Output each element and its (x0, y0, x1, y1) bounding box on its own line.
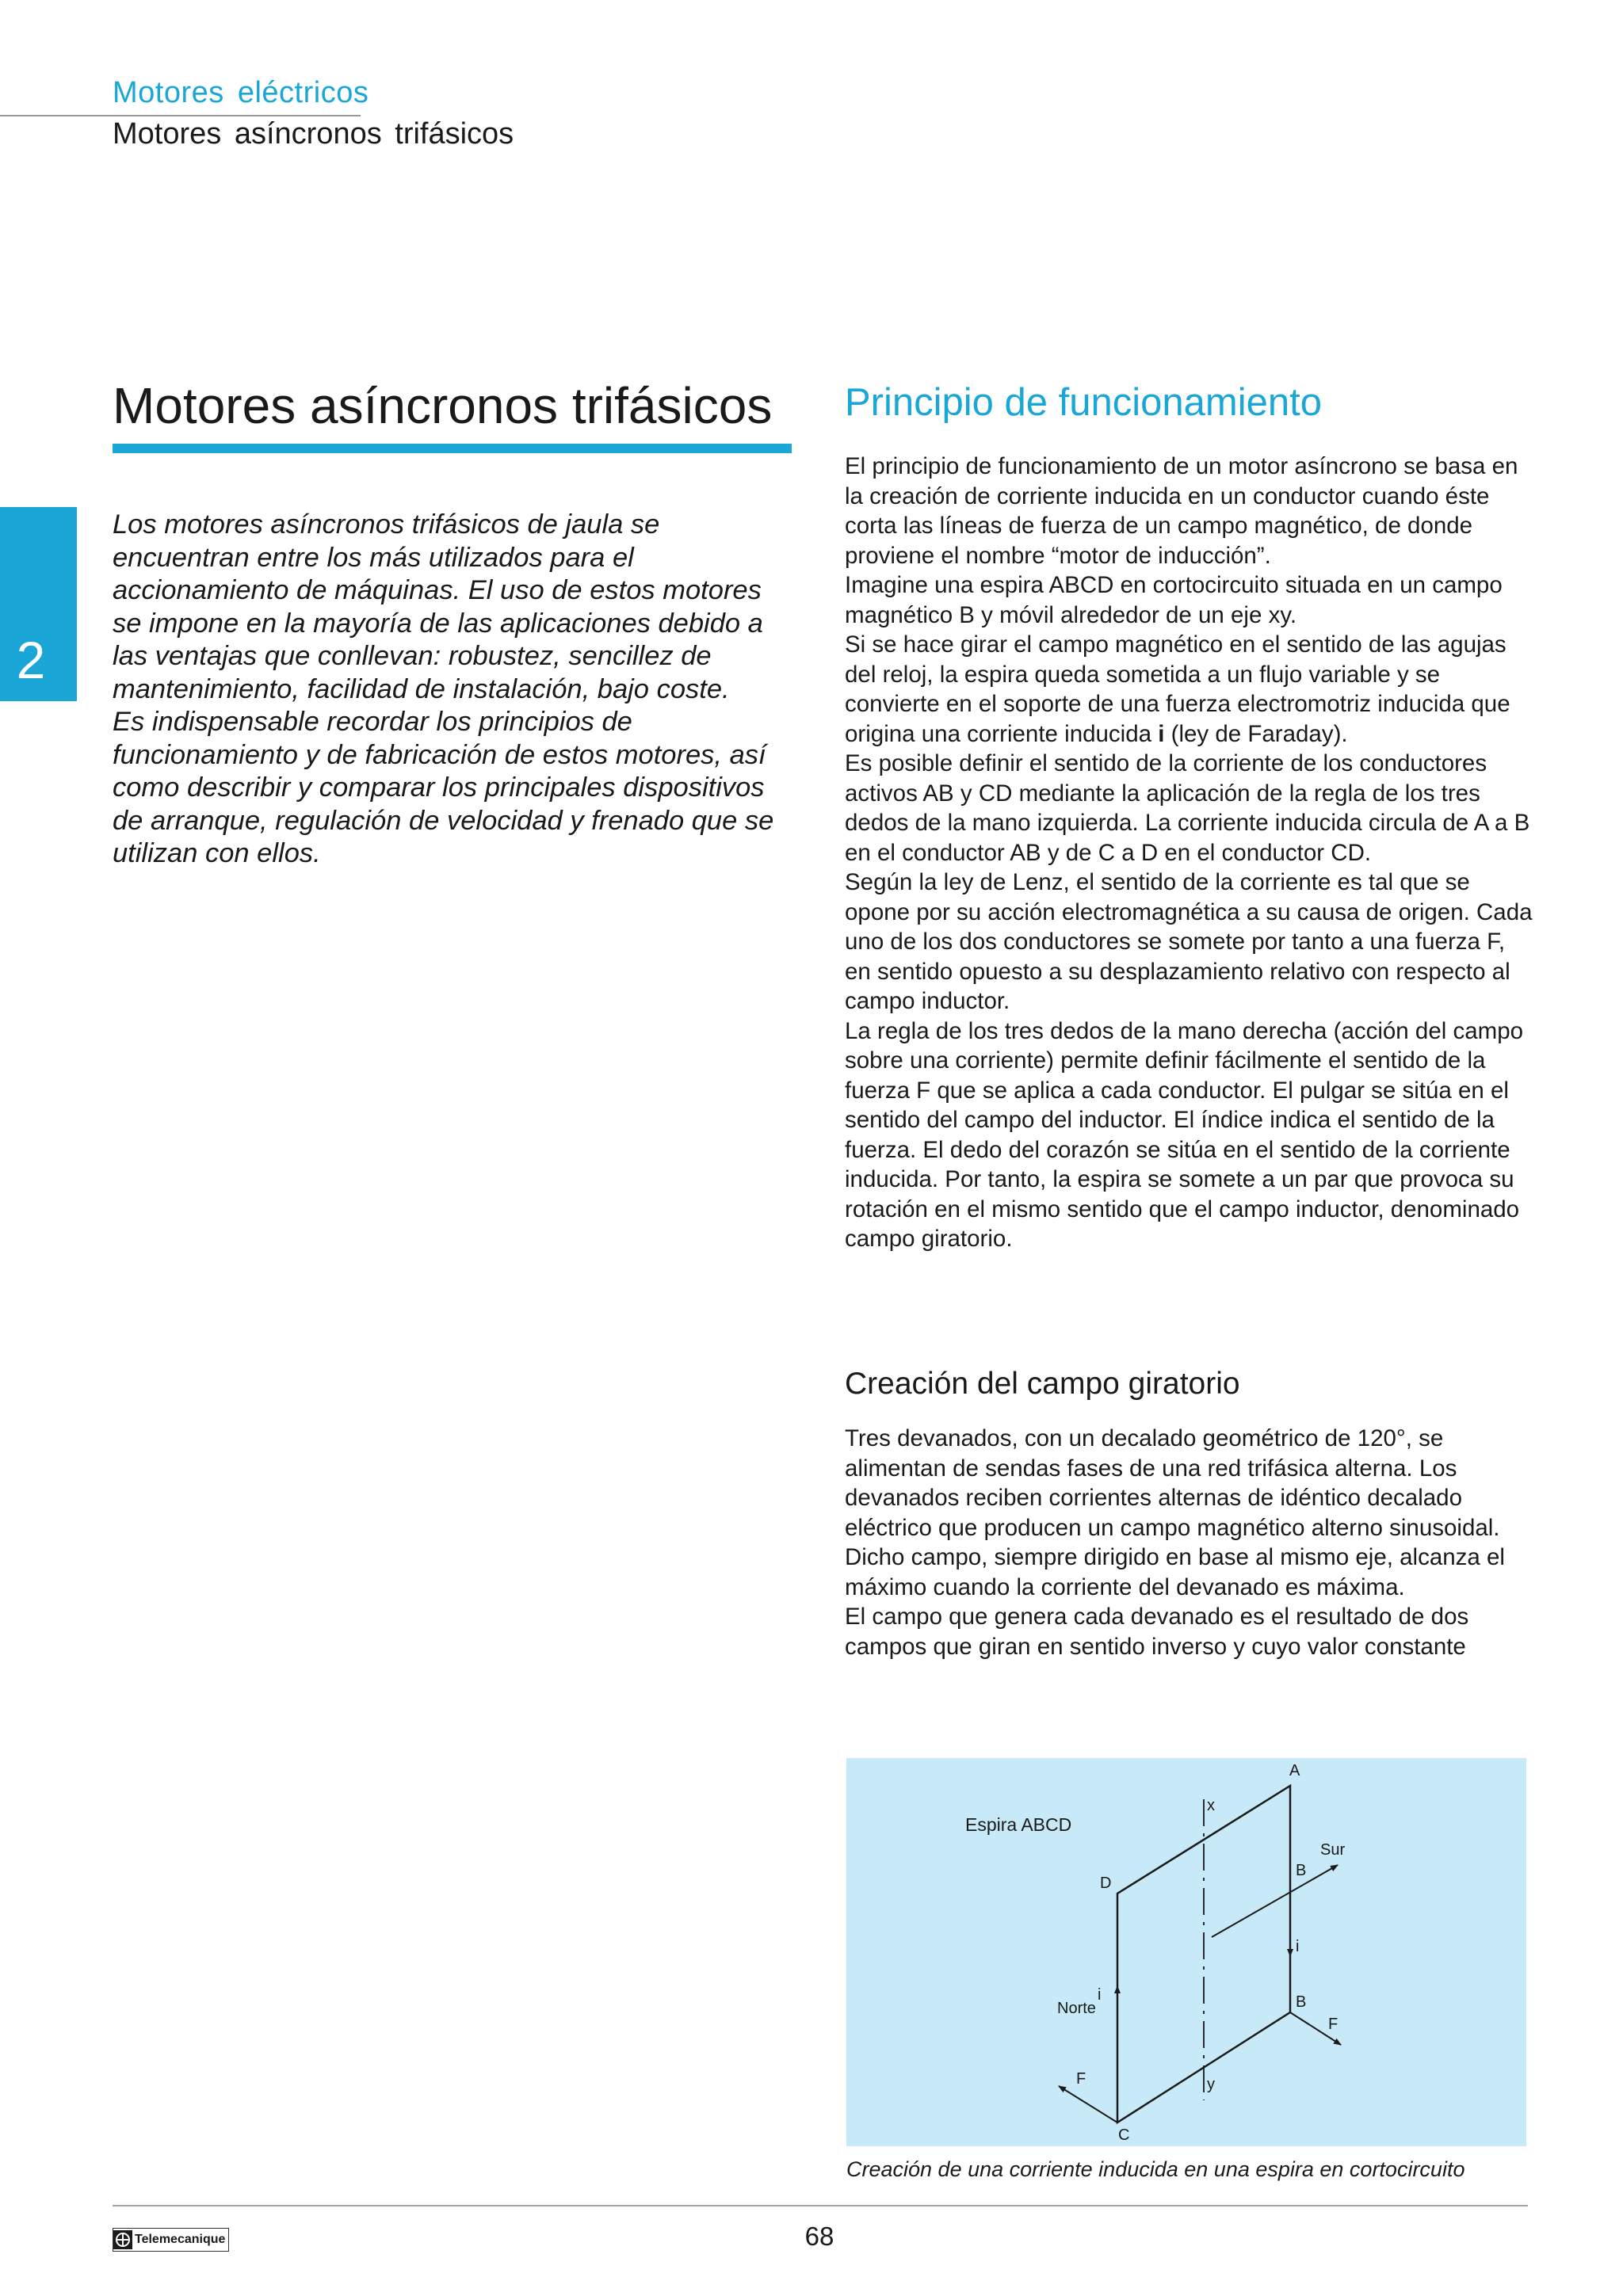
label-i-left: i (1098, 1986, 1102, 2004)
label-sur: Sur (1320, 1841, 1346, 1859)
label-x: x (1207, 1797, 1215, 1814)
title-underline (113, 444, 792, 453)
section-body-campo-giratorio (845, 1424, 1534, 1661)
label-f-left: F (1076, 2070, 1086, 2088)
section-title-campo-giratorio: Creación del campo giratorio (845, 1367, 1240, 1401)
section-body-principio (845, 452, 1534, 1254)
label-b-bottom: B (1296, 1993, 1307, 2011)
paragraph: La regla de los tres dedos de la mano derecha (acción del campo sobre una corriente) permite definir fácilmente el sentido de la fuerza F que se aplica a cada conductor. El pulgar se sitúa en el sentido del campo del inductor. El índice indica el sentido de la fuerza. El dedo del corazón se sitúa en el sentido de la corriente inducida. Por tanto, la espira se somete a un par que provoca su rotación en el mismo sentido que el campo inductor, denominado campo giratorio. (845, 1017, 1524, 1252)
label-a: A (1289, 1762, 1300, 1779)
header-divider (0, 115, 361, 116)
footer-divider (113, 2205, 1528, 2206)
label-b-top: B (1296, 1862, 1307, 1879)
intro-paragraph-2: Es indispensable recordar los principios de funcionamiento y de fabricación de estos motores, así como describir y comparar los principales dispositivos de arranque, regulación de velocidad y frenado que se utilizan con ellos. (113, 707, 774, 868)
label-c: C (1118, 2126, 1130, 2144)
current-symbol: i (1158, 720, 1165, 747)
espira-diagram (846, 1758, 1526, 2146)
header-category: Motores eléctricos (113, 76, 369, 109)
text-run: Si se hace girar el campo magnético en el sentido de las agujas del reloj, la espira queda sometida a un flujo variable y se convierte en el soporte de una fuerza electromotriz inducida que origina una corriente inducida (845, 631, 1510, 747)
paragraph: Tres devanados, con un decalado geométrico de 120°, se alimentan de sendas fases de una red trifásica alterna. Los devanados reciben corrientes alternas de idéntico decalado eléctrico que producen un campo magnético alterno sinusoidal. Dicho campo, siempre dirigido en base al mismo eje, alcanza el máximo cuando la corriente del devanado es máxima. (845, 1425, 1505, 1600)
label-d: D (1100, 1875, 1112, 1892)
figure-caption: Creación de una corriente inducida en una espira en cortocircuito (846, 2157, 1465, 2181)
logo-mark-icon (113, 2230, 132, 2249)
brand-logo (113, 2228, 229, 2252)
paragraph: El principio de funcionamiento de un motor asíncrono se basa en la creación de corriente inducida en un conductor cuando éste corta las líneas de fuerza de un campo magnético, de donde proviene el nombre “motor de inducción”. (845, 453, 1518, 569)
figure-espira (846, 1758, 1526, 2146)
section-title-principio: Principio de funcionamiento (845, 381, 1322, 424)
logo-text: Telemecanique (135, 2233, 226, 2246)
label-f-right: F (1328, 2016, 1338, 2033)
paragraph: Es posible definir el sentido de la corriente de los conductores activos AB y CD mediante la aplicación de la regla de los tres dedos de la mano izquierda. La corriente inducida circula de A a B en el conductor AB y de C a D en el conductor CD. (845, 750, 1530, 866)
field-b-arrow (1212, 1865, 1338, 1937)
label-i-right: i (1296, 1938, 1300, 1955)
paragraph: El campo que genera cada devanado es el resultado de dos campos que giran en sentido inverso y cuyo valor constante (845, 1604, 1469, 1660)
figure-title: Espira ABCD (965, 1814, 1072, 1835)
header-subcategory: Motores asíncronos trifásicos (113, 117, 514, 151)
intro-paragraph-1: Los motores asíncronos trifásicos de jaula se encuentran entre los más utilizados para el accionamiento de máquinas. El uso de estos motores se impone en la mayoría de las aplicaciones debido a las ventajas que conllevan: robustez, sencillez de mantenimiento, facilidad de instalación, bajo coste. (113, 509, 763, 704)
page-title: Motores asíncronos trifásicos (113, 377, 773, 434)
chapter-number: 2 (16, 631, 46, 689)
paragraph (845, 630, 1534, 749)
paragraph: Imagine una espira ABCD en cortocircuito situada en un campo magnético B y móvil alrededor de un eje xy. (845, 572, 1503, 628)
force-arrow-left (1059, 2086, 1117, 2122)
label-norte: Norte (1057, 2000, 1096, 2017)
label-y: y (1207, 2076, 1215, 2093)
intro-text (113, 509, 794, 871)
page-number: 68 (804, 2222, 834, 2251)
text-run: (ley de Faraday). (1164, 720, 1348, 747)
paragraph: Según la ley de Lenz, el sentido de la corriente es tal que se opone por su acción electromagnética a su causa de origen. Cada uno de los dos conductores se somete por tanto a una fuerza F, en sentido opuesto a su desplazamiento relativo con respecto al campo inductor. (845, 869, 1533, 1014)
